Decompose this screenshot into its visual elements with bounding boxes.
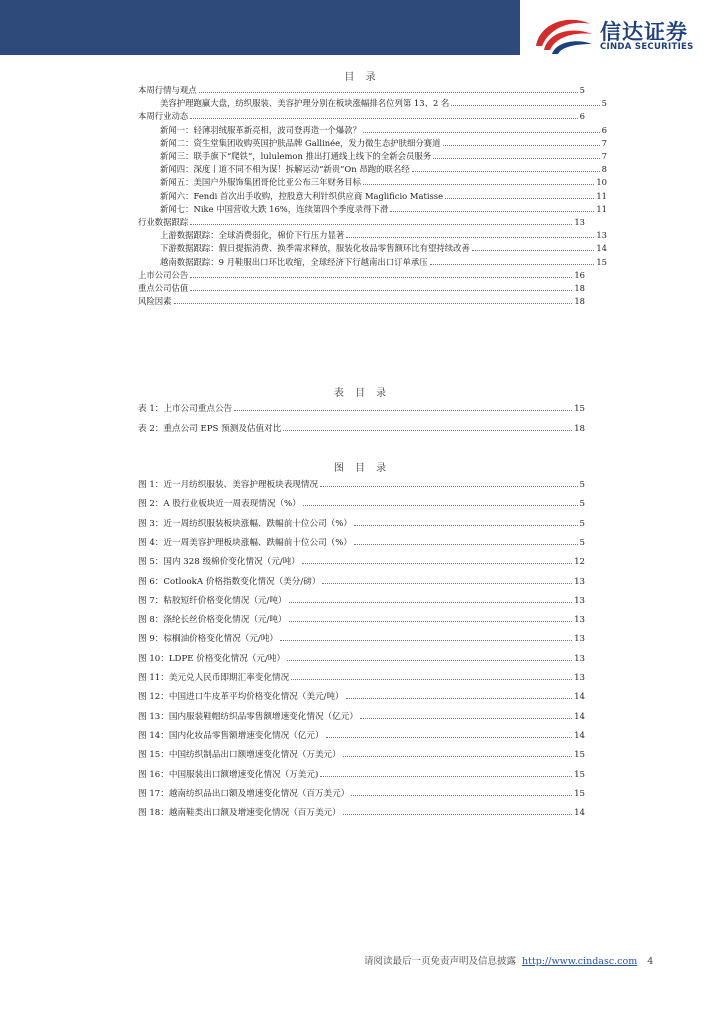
figure-entry[interactable] (138, 631, 585, 645)
dot-leader (346, 229, 594, 238)
entry-page-number: 13 (574, 615, 585, 626)
logo-mark-icon (530, 12, 596, 58)
entry-label: 图 10：LDPE 价格变化情况（元/吨） (138, 653, 286, 664)
entry-page-number: 10 (596, 177, 607, 188)
dot-leader (351, 786, 572, 796)
entry-label: 新闻五：美国户外服饰集团哥伦比亚公布三年财务目标 (160, 177, 361, 188)
figure-entry[interactable] (138, 593, 585, 607)
figure-entry[interactable] (138, 477, 585, 491)
entry-label: 图 3：近一周纺织服装板块涨幅、跌幅前十位公司（%） (138, 518, 353, 529)
toc-entry[interactable] (138, 295, 585, 308)
dot-leader (343, 747, 572, 757)
toc-entry[interactable] (138, 150, 607, 163)
dot-leader (390, 203, 594, 212)
entry-label: 图 12：中国进口牛皮革平均价格变化情况（美元/吨） (138, 692, 344, 703)
dot-leader (412, 163, 600, 172)
dot-leader (283, 421, 572, 431)
figure-entry[interactable] (138, 786, 585, 800)
entry-label: 新闻一：轻薄羽绒服革新亮相，波司登再造一个爆款？ (160, 124, 361, 135)
figure-entry[interactable] (138, 612, 585, 626)
entry-label: 图 8：涤纶长丝价格变化情况（元/吨） (138, 615, 287, 626)
entry-label: 图 14：国内化妆品零售额增速变化情况（亿元） (138, 730, 324, 741)
entry-label: 本周行情与观点 (138, 85, 197, 95)
cinda-logo (530, 12, 710, 57)
dot-leader (320, 477, 577, 487)
entry-label: 上市公司公告 (138, 269, 189, 280)
entry-label: 新闻二：资生堂集团收购英国护肤品牌 Gallinée，发力微生态护肤细分赛道 (160, 137, 441, 148)
entry-page-number: 5 (601, 98, 607, 109)
table-entry[interactable] (138, 401, 585, 415)
entry-label: 表 2：重点公司 EPS 预测及估值对比 (138, 424, 282, 434)
dot-leader (445, 190, 594, 199)
figure-entry[interactable] (138, 728, 585, 742)
entry-page-number: 15 (596, 256, 607, 267)
dot-leader (190, 216, 572, 225)
footer-disclaimer: 请阅读最后一页免责声明及信息披露 (364, 956, 517, 967)
dot-leader (174, 295, 573, 304)
figure-entry[interactable] (138, 805, 585, 819)
entry-page-number: 15 (574, 750, 585, 761)
toc-entry[interactable] (138, 137, 607, 150)
dot-leader (363, 176, 594, 185)
entry-page-number: 14 (596, 243, 607, 254)
figure-entry[interactable] (138, 554, 585, 568)
entry-label: 新闻七：Nike 中国营收大跌 16%，连续第四个季度录得下滑 (160, 203, 389, 214)
entry-page-number: 18 (574, 296, 585, 307)
toc-entry[interactable] (138, 256, 607, 269)
entry-label: 表 1：上市公司重点公告 (138, 404, 233, 414)
entry-label: 本周行业动态 (138, 111, 189, 122)
entry-label: 行业数据跟踪 (138, 217, 189, 227)
entry-page-number: 5 (579, 480, 585, 490)
entry-label: 图 5：国内 328 级棉价变化情况（元/吨） (138, 557, 300, 568)
figures-list-title: 图 目 录 (333, 463, 391, 474)
entry-label: 图 16：中国服装出口额增速变化情况（万美元) (138, 769, 319, 780)
entry-page-number: 14 (574, 730, 585, 741)
figure-entry[interactable] (138, 767, 585, 781)
toc-entry[interactable] (138, 269, 585, 282)
dot-leader (302, 554, 572, 564)
toc-entry[interactable] (138, 216, 585, 229)
tables-list-title: 表 目 录 (333, 388, 391, 399)
entry-label: 新闻三：联手旗下“爬铁”，lululemon 推出打通线上线下的全新会员服务 (160, 151, 432, 161)
entry-page-number: 15 (574, 788, 585, 799)
toc-entry[interactable] (138, 203, 607, 216)
entry-page-number: 12 (574, 557, 585, 568)
dot-leader (451, 97, 599, 106)
dot-leader (199, 84, 578, 93)
figure-entry[interactable] (138, 670, 585, 684)
entry-label: 新闻六：Fendi 首次出手收购，控股意大利针织供应商 Maglificio Matisse (160, 190, 444, 201)
dot-leader (343, 805, 572, 815)
entry-page-number: 5 (579, 537, 585, 548)
figure-entry[interactable] (138, 747, 585, 761)
entry-label: 图 11：美元兑人民币即期汇率变化情况 (138, 673, 290, 683)
entry-label: 图 17：越南纺织品出口额及增速变化情况（百万美元） (138, 788, 350, 799)
entry-page-number: 14 (574, 711, 585, 722)
dot-leader (320, 767, 572, 777)
page-number: 4 (647, 956, 654, 967)
entry-page-number: 5 (579, 499, 585, 510)
toc-entry[interactable] (138, 176, 607, 189)
figure-entry[interactable] (138, 574, 585, 588)
toc-entry[interactable] (138, 229, 607, 242)
entry-label: 新闻四：深度丨道不同不相为谋！拆解运动“新贵”On 昂跑的联名经 (160, 164, 410, 175)
dot-leader (291, 670, 572, 680)
entry-label: 图 1：近一月纺织服装、美容护理板块表现情况 (138, 480, 319, 490)
dot-leader (430, 256, 595, 265)
entry-page-number: 13 (574, 634, 585, 645)
entry-label: 图 18：越南鞋类出口额及增速变化情况（百万美元） (138, 808, 341, 819)
dot-leader (190, 269, 572, 278)
dot-leader (433, 150, 600, 159)
entry-page-number: 7 (601, 137, 607, 148)
dot-leader (322, 574, 572, 584)
dot-leader (280, 631, 572, 641)
toc-title: 目 录 (344, 72, 380, 83)
entry-label: 美容护理跑赢大盘，纺织服装、美容护理分别在板块涨幅排名位列第 13、2 名 (160, 98, 450, 109)
dot-leader (287, 651, 572, 661)
figure-entry[interactable] (138, 535, 585, 549)
entry-label: 上游数据跟踪：全球消费弱化，棉价下行压力显著 (160, 230, 345, 241)
entry-page-number: 13 (574, 673, 585, 683)
dot-leader (363, 124, 600, 133)
logo-english-name: CINDA SECURITIES (600, 42, 694, 52)
entry-label: 越南数据跟踪：9 月鞋服出口环比收缩，全球经济下行越南出口订单承压 (160, 256, 428, 267)
figure-entry[interactable] (138, 689, 585, 703)
figure-entry[interactable] (138, 516, 585, 530)
header-band (0, 0, 520, 55)
entry-page-number: 6 (601, 124, 607, 135)
dot-leader (190, 282, 572, 291)
toc-entry[interactable] (138, 163, 607, 176)
entry-page-number: 13 (574, 217, 585, 227)
footer-website-link[interactable]: http://www.cindasc.com (522, 956, 638, 967)
dot-leader (472, 242, 594, 251)
entry-page-number: 16 (574, 269, 585, 280)
figure-entry[interactable] (138, 709, 585, 723)
logo-chinese-name: 信达证券 (600, 20, 688, 44)
entry-page-number: 8 (601, 164, 607, 175)
toc-entry[interactable] (138, 97, 607, 110)
entry-page-number: 11 (596, 203, 607, 214)
entry-page-number: 14 (574, 808, 585, 819)
dot-leader (289, 593, 572, 603)
dot-leader (354, 516, 578, 526)
entry-page-number: 13 (596, 230, 607, 241)
entry-page-number: 11 (596, 190, 607, 201)
figure-entry[interactable] (138, 651, 585, 665)
entry-page-number: 7 (601, 151, 607, 161)
figure-entry[interactable] (138, 496, 585, 510)
entry-page-number: 15 (574, 769, 585, 780)
toc-entry[interactable] (138, 282, 585, 295)
entry-label: 图 2：A 股行业板块近一周表现情况（%） (138, 499, 301, 510)
entry-page-number: 18 (574, 283, 585, 293)
entry-page-number: 18 (574, 424, 585, 434)
entry-page-number: 13 (574, 595, 585, 606)
dot-leader (354, 535, 578, 545)
entry-label: 图 9：棕榈油价格变化情况（元/吨） (138, 634, 279, 645)
entry-label: 下游数据跟踪：假日提振消费、换季需求释放，服装化妆品零售额环比有望持续改善 (160, 243, 470, 254)
entry-page-number: 13 (574, 576, 585, 587)
entry-page-number: 13 (574, 653, 585, 664)
dot-leader (443, 137, 600, 146)
entry-page-number: 14 (574, 692, 585, 703)
entry-label: 重点公司估值 (138, 283, 189, 293)
dot-leader (326, 728, 573, 738)
entry-label: 图 4：近一周美容护理板块涨幅、跌幅前十位公司（%） (138, 537, 353, 548)
entry-page-number: 5 (579, 85, 585, 95)
page-footer (364, 953, 653, 967)
entry-page-number: 5 (579, 518, 585, 529)
toc-entry[interactable] (138, 124, 607, 137)
entry-page-number: 15 (574, 404, 585, 414)
entry-label: 图 7：粘胶短纤价格变化情况（元/吨） (138, 595, 287, 606)
dot-leader (360, 709, 572, 719)
dot-leader (303, 496, 578, 506)
toc-entry[interactable] (138, 190, 607, 203)
table-entry[interactable] (138, 421, 585, 435)
entry-label: 图 6：CotlookA 价格指数变化情况（美分/磅） (138, 576, 321, 587)
entry-label: 图 13：国内服装鞋帽纺织品零售额增速变化情况（亿元） (138, 711, 358, 722)
entry-label: 图 15：中国纺织制品出口额增速变化情况（万美元） (138, 750, 341, 761)
dot-leader (346, 689, 572, 699)
toc-entry[interactable] (138, 242, 607, 255)
toc-entry[interactable] (138, 84, 585, 97)
entry-label: 风险因素 (138, 296, 172, 307)
toc-entry[interactable] (138, 110, 585, 123)
dot-leader (289, 612, 572, 622)
entry-page-number: 6 (579, 111, 585, 122)
dot-leader (234, 401, 572, 411)
dot-leader (190, 110, 577, 119)
